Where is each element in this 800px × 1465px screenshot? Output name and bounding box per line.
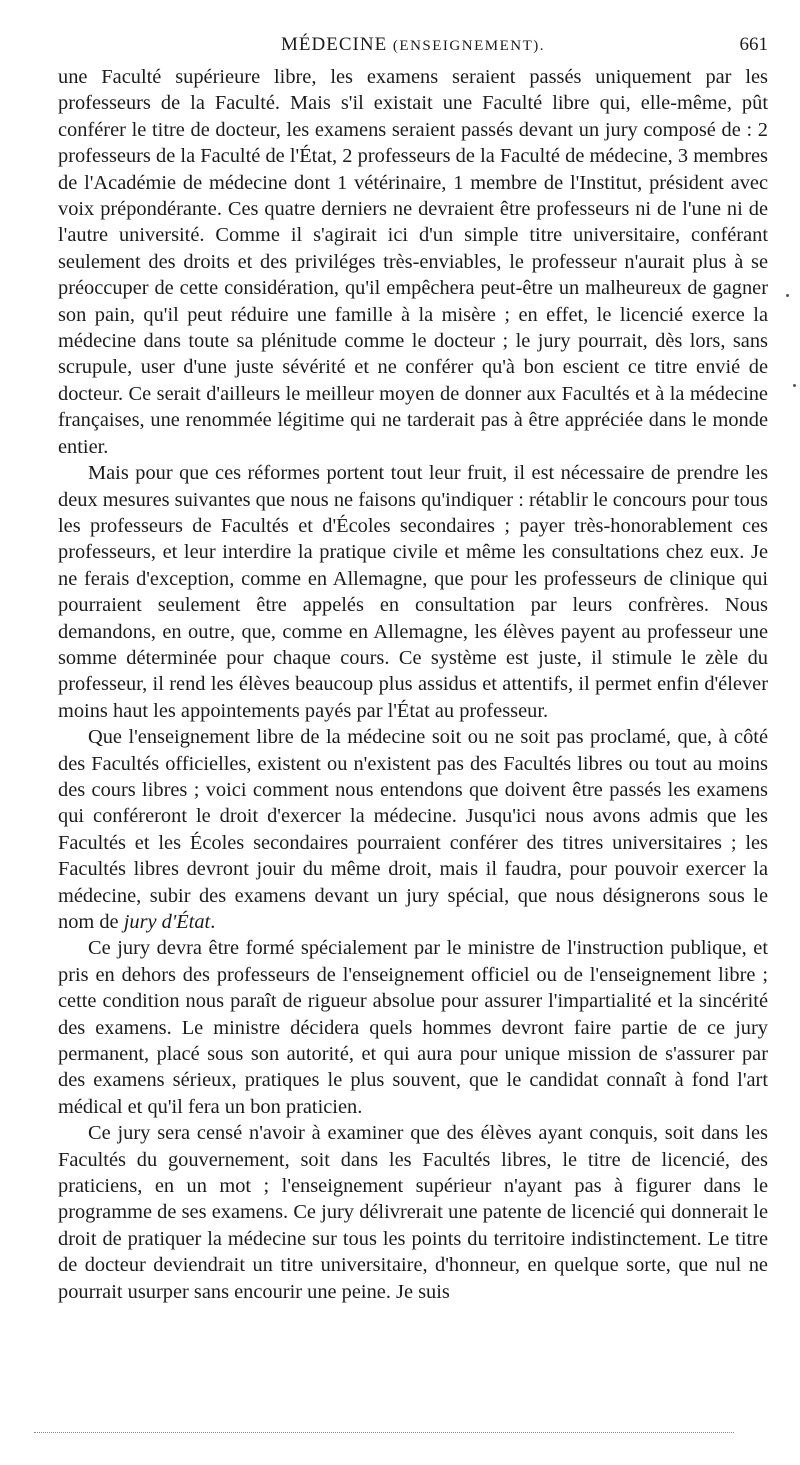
paragraph-5: Ce jury sera censé n'avoir à examiner que des élèves ayant conquis, soit dans les Facultés du gouvernement, soit dans les Facultés libres, le titre de licencié, des praticiens, en un mot ; l'enseignement supérieur n'ayant pas à figurer dans le programme de ses examens. Ce jury délivrerait une patente de licencié qui donnerait le droit de pratiquer la médecine sur tous les points du territoire indistinctement. Le titre de docteur deviendrait un titre universitaire, d'honneur, en quelque sorte, que nul ne pourrait usurper sans encourir une peine. Je suis bbox=[58, 1122, 768, 1303]
margin-speck bbox=[793, 384, 796, 387]
paragraph-3-text: Que l'enseignement libre de la médecine soit ou ne soit pas proclamé, que, à côté des Facultés officielles, existent ou n'existent pas des Facultés libres ou tout au moins des cours libres ; voici comment nous entendons que doivent être passés les examens qui conféreront le droit d'exercer la médecine. Jusqu'ici nous avons admis que les Facultés et les Écoles secondaires pourraient conférer des titres universitaires ; les Facultés libres devront jouir du même droit, mais il faudra, pour pouvoir exercer la médecine, subir des examens devant un jury spécial, que nous désignerons sous le nom de bbox=[58, 726, 768, 933]
paragraph-4: Ce jury devra être formé spécialement par le ministre de l'instruction publique, et pris en dehors des professeurs de l'enseignement officiel ou de l'enseignement libre ; cette condition nous paraît de rigueur absolue pour assurer l'impartialité et la sincérité des examens. Le ministre décidera quels hommes devront faire partie de ce jury permanent, placé sous son autorité, et qui aura pour unique mission de s'assurer par des examens sérieux, pratiques le plus souvent, que le candidat connaît à fond l'art médical et qu'il fera un bon praticien. bbox=[58, 937, 768, 1118]
running-title bbox=[58, 34, 768, 56]
body-text bbox=[58, 64, 768, 1305]
page-header bbox=[58, 34, 768, 58]
paragraph-3-emphasis: jury d'État bbox=[123, 911, 211, 933]
footer-dotted-rule bbox=[34, 1432, 734, 1433]
margin-speck bbox=[786, 294, 789, 297]
page-number: 661 bbox=[739, 34, 768, 55]
running-title-main: MÉDECINE bbox=[281, 34, 388, 55]
paragraph-3 bbox=[58, 724, 768, 935]
running-title-sub: (ENSEIGNEMENT). bbox=[392, 38, 545, 54]
paragraph-1: une Faculté supérieure libre, les examens seraient passés uniquement par les professeurs de la Faculté. Mais s'il existait une Faculté libre qui, elle-même, pût conférer le titre de docteur, les examens seraient passés devant un jury composé de : 2 professeurs de la Faculté de l'État, 2 professeurs de la Faculté de médecine, 3 membres de l'Académie de médecine dont 1 vétérinaire, 1 membre de l'Institut, président avec voix prépondérante. Ces quatre derniers ne devraient être professeurs ni de l'une ni de l'autre université. Comme il s'agirait ici d'un simple titre universitaire, conférant seulement des droits et des priviléges très-enviables, le professeur n'aurait plus à se préoccuper de cette considération, qu'il empêchera peut-être un malheureux de gagner son pain, qu'il peut réduire une famille à la misère ; en effet, le licencié exerce la médecine dans toute sa plénitude comme le docteur ; le jury pourrait, dès lors, sans scrupule, user d'une juste sévérité et ne conférer qu'à bon escient ce titre envié de docteur. Ce serait d'ailleurs le meilleur moyen de donner aux Facultés et à la médecine françaises, une renommée légitime qui ne tarderait pas à être appréciée dans le monde entier. bbox=[58, 66, 768, 458]
paragraph-2: Mais pour que ces réformes portent tout leur fruit, il est nécessaire de prendre les deux mesures suivantes que nous ne faisons qu'indiquer : rétablir le concours pour tous les professeurs de Facultés et d'Écoles secondaires ; payer très-honorablement ces professeurs, et leur interdire la pratique civile et même les consultations chez eux. Je ne ferais d'exception, comme en Allemagne, que pour les professeurs de clinique qui pourraient seulement être appelés en consultation par leurs confrères. Nous demandons, en outre, que, comme en Allemagne, les élèves payent au professeur une somme déterminée pour chaque cours. Ce système est juste, il stimule le zèle du professeur, il rend les élèves beaucoup plus assidus et attentifs, il permet enfin d'élever moins haut les appointements payés par l'État au professeur. bbox=[58, 462, 768, 722]
paragraph-3-end: . bbox=[210, 911, 216, 933]
